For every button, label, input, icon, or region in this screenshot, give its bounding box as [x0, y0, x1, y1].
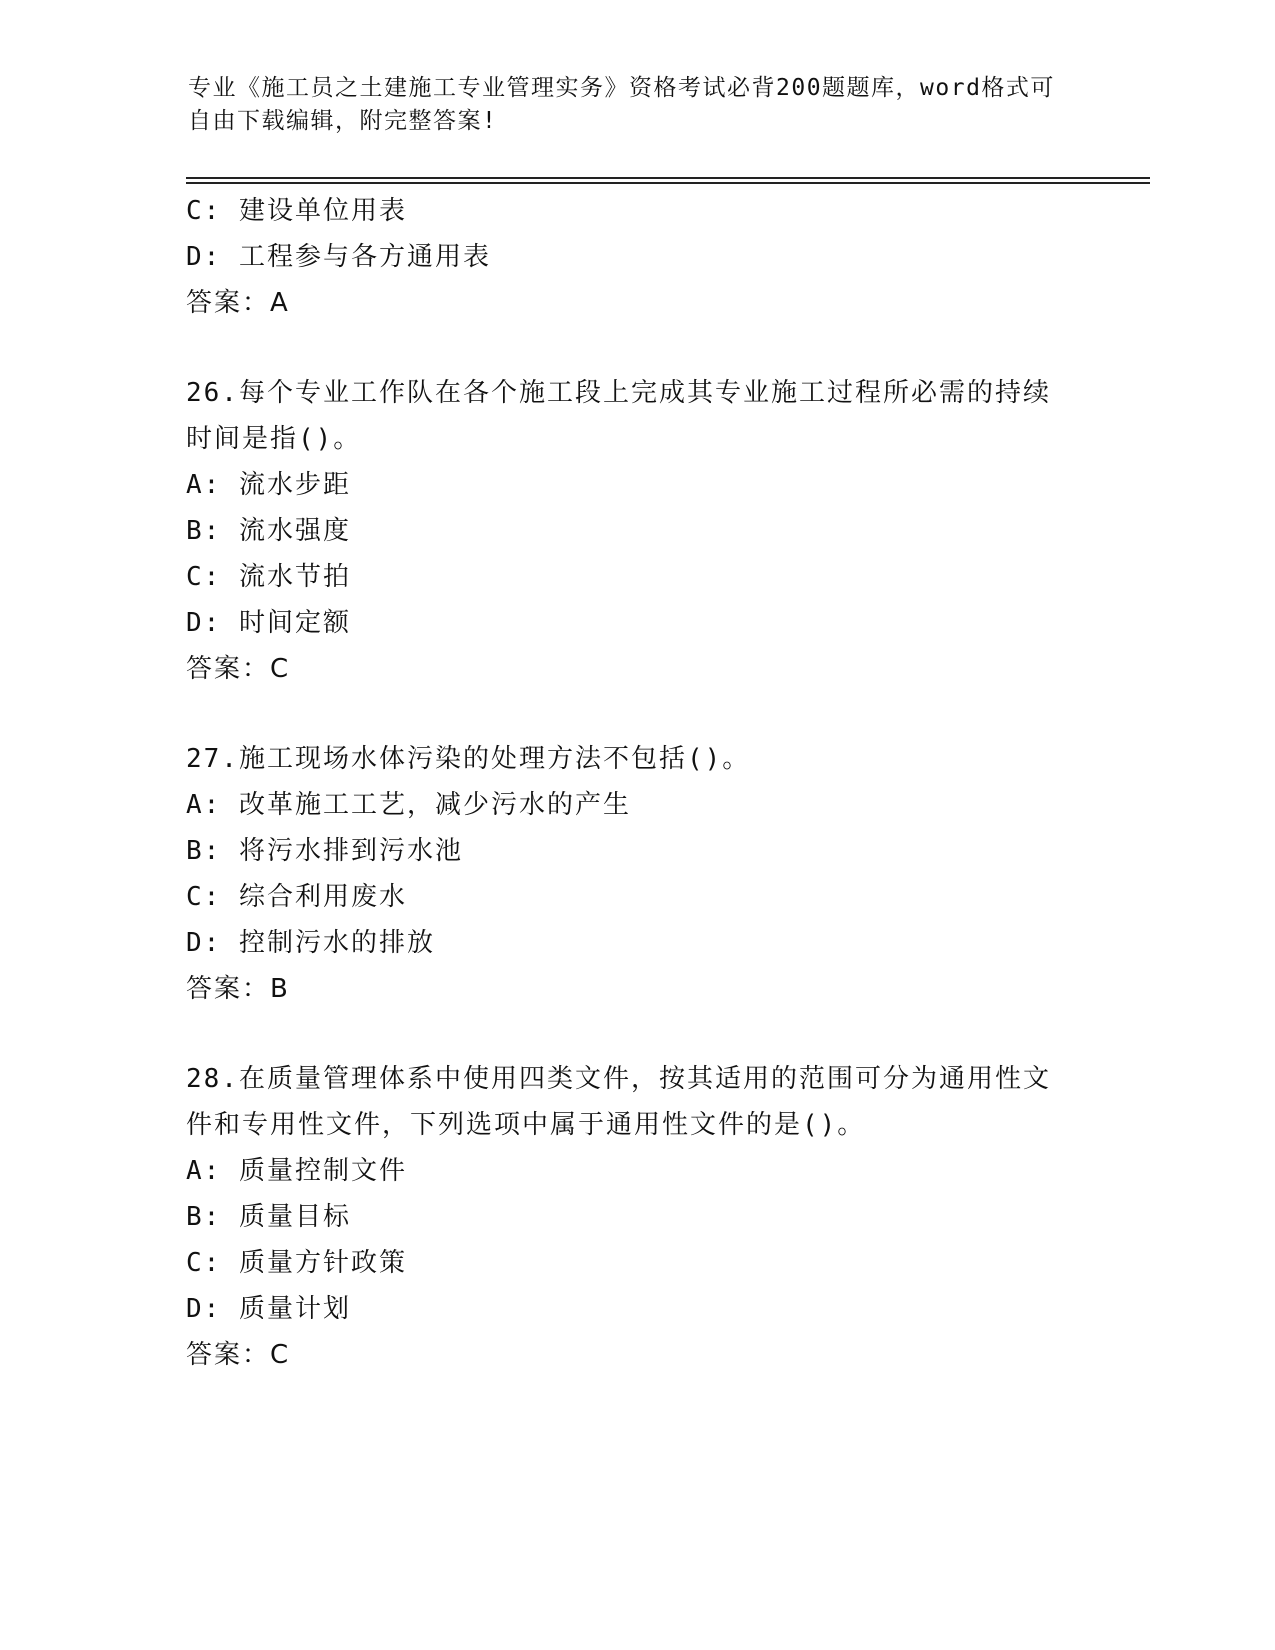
header-title-line2: 自由下载编辑，附完整答案!	[188, 108, 498, 134]
question-stem: 26.每个专业工作队在各个施工段上完成其专业施工过程所必需的持续	[186, 378, 1051, 408]
question-25-continued	[186, 188, 1076, 326]
option-a: A: 改革施工工艺，减少污水的产生	[186, 790, 631, 820]
header-title-line1: 专业《施工员之土建施工专业管理实务》资格考试必背200题题库，word格式可	[188, 75, 1055, 101]
option-d: D: 质量计划	[186, 1294, 351, 1324]
answer: 答案：A	[186, 288, 290, 318]
option-c: C: 流水节拍	[186, 562, 351, 592]
option-d: D: 工程参与各方通用表	[186, 242, 491, 272]
question-27	[186, 736, 1076, 1012]
option-a: A: 流水步距	[186, 470, 351, 500]
option-d: D: 控制污水的排放	[186, 928, 435, 958]
question-28	[186, 1056, 1076, 1378]
option-b: B: 将污水排到污水池	[186, 836, 463, 866]
question-stem: 28.在质量管理体系中使用四类文件，按其适用的范围可分为通用性文	[186, 1064, 1051, 1094]
option-b: B: 质量目标	[186, 1202, 351, 1232]
question-stem: 27.施工现场水体污染的处理方法不包括()。	[186, 744, 751, 774]
answer: 答案：B	[186, 974, 290, 1004]
question-26	[186, 370, 1076, 692]
option-c: C: 建设单位用表	[186, 196, 407, 226]
option-d: D: 时间定额	[186, 608, 351, 638]
header-divider-top	[186, 177, 1150, 179]
option-c: C: 质量方针政策	[186, 1248, 407, 1278]
option-c: C: 综合利用废水	[186, 882, 407, 912]
question-stem-cont: 时间是指()。	[186, 424, 362, 454]
header-divider-bottom	[186, 182, 1150, 184]
question-list	[186, 188, 1076, 1378]
option-a: A: 质量控制文件	[186, 1156, 407, 1186]
question-stem-cont: 件和专用性文件，下列选项中属于通用性文件的是()。	[186, 1110, 866, 1140]
answer: 答案：C	[186, 1340, 291, 1370]
document-header	[188, 72, 1068, 138]
option-b: B: 流水强度	[186, 516, 351, 546]
answer: 答案：C	[186, 654, 291, 684]
